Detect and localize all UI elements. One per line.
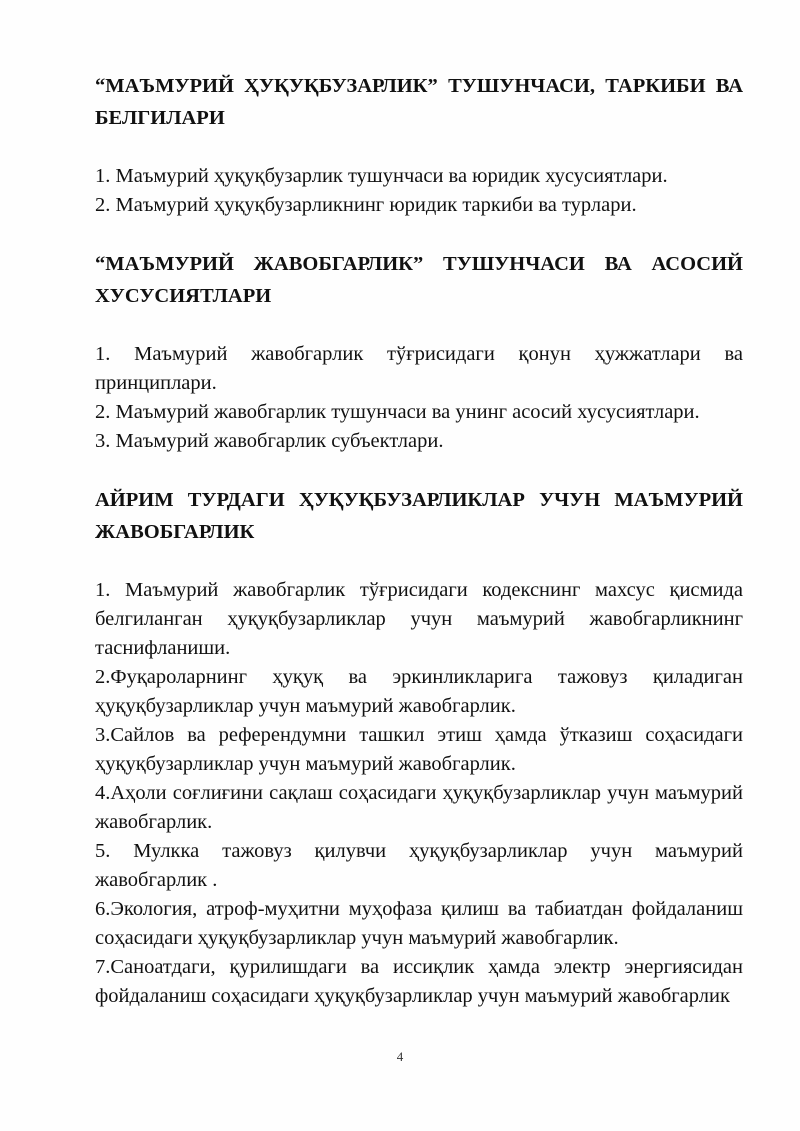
section-heading: “МАЪМУРИЙ ҲУҚУҚБУЗАРЛИК” ТУШУНЧАСИ, ТАРКИБИ ВА БЕЛГИЛАРИ (95, 75, 743, 129)
list-item: 1. Маъмурий жавобгарлик тўғрисидаги кодекснинг махсус қисмида белгиланган ҳуқуқбузарликлар учун маъмурий жавобгарликнинг таснифланиши. (95, 579, 743, 659)
list-item: 1. Маъмурий жавобгарлик тўғрисидаги қонун ҳужжатлари ва принциплари. (95, 343, 743, 394)
section-heading: “МАЪМУРИЙ ЖАВОБГАРЛИК” ТУШУНЧАСИ ВА АСОСИЙ ХУСУСИЯТЛАРИ (95, 253, 743, 307)
list-item: 3.Сайлов ва референдумни ташкил этиш ҳамда ўтказиш соҳасидаги ҳуқуқбузарликлар учун маъмурий жавобгарлик. (95, 724, 743, 775)
page-body (95, 70, 743, 1039)
list-item: 2.Фуқароларнинг ҳуқуқ ва эркинликларига тажовуз қиладиган ҳуқуқбузарликлар учун маъмурий жавобгарлик. (95, 666, 743, 717)
list-item: 1. Маъмурий ҳуқуқбузарлик тушунчаси ва юридик хусусиятлари. (95, 165, 668, 187)
list-item: 3. Маъмурий жавобгарлик субъектлари. (95, 430, 444, 452)
list-item: 6.Экология, атроф-муҳитни муҳофаза қилиш ва табиатдан фойдаланиш соҳасидаги ҳуқуқбузарликлар учун маъмурий жавобгарлик. (95, 898, 743, 949)
section-administrative-offense (95, 70, 743, 220)
list-item: 7.Саноатдаги, қурилишдаги ва иссиқлик ҳамда электр энергиясидан фойдаланиш соҳасидаги ҳуқуқбузарликлар учун маъмурий жавобгарлик (95, 956, 743, 1007)
section-administrative-liability (95, 248, 743, 456)
list-item: 5. Мулкка тажовуз қилувчи ҳуқуқбузарликлар учун маъмурий жавобгарлик . (95, 840, 743, 891)
list-item: 2. Маъмурий жавобгарлик тушунчаси ва унинг асосий хусусиятлари. (95, 401, 700, 423)
section-heading: АЙРИМ ТУРДАГИ ҲУҚУҚБУЗАРЛИКЛАР УЧУН МАЪМУРИЙ ЖАВОБГАРЛИК (95, 489, 743, 543)
topic-list (95, 576, 743, 1011)
list-item: 2. Маъмурий ҳуқуқбузарликнинг юридик таркиби ва турлари. (95, 194, 637, 216)
topic-list (95, 162, 743, 220)
page-number: 4 (396, 1049, 404, 1064)
list-item: 4.Аҳоли соғлиғини сақлаш соҳасидаги ҳуқуқбузарликлар учун маъмурий жавобгарлик. (95, 782, 743, 833)
section-specific-offenses (95, 484, 743, 1011)
topic-list (95, 340, 743, 456)
